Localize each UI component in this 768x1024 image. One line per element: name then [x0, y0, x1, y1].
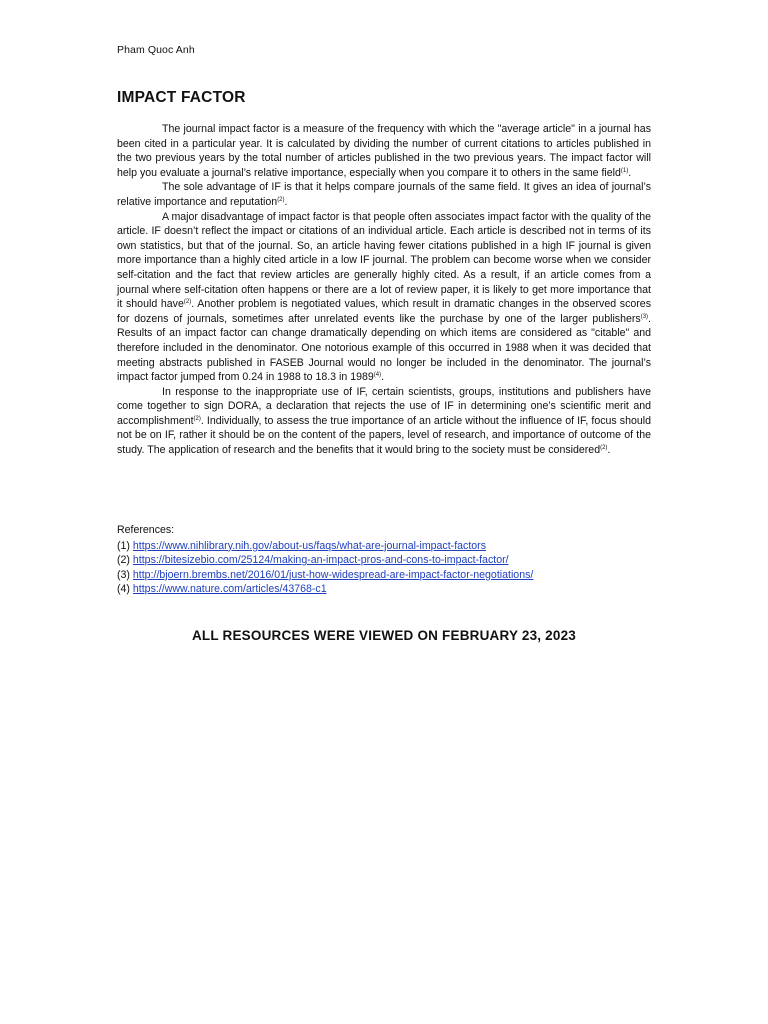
reference-number: (3): [117, 568, 130, 581]
page-title: IMPACT FACTOR: [117, 89, 246, 106]
paragraph-text: The sole advantage of IF is that it helps compare journals of the same field. It gives an idea of journal’s relative importance and reputation: [117, 181, 651, 208]
reference-item: [117, 568, 533, 583]
references-heading: References:: [117, 524, 175, 536]
reference-link[interactable]: http://bjoern.brembs.net/2016/01/just-how-widespread-are-impact-factor-negotiations/: [132, 568, 534, 581]
reference-link[interactable]: https://www.nature.com/articles/43768-c1: [132, 583, 327, 596]
paragraph-tail: .: [607, 444, 611, 457]
reference-item: [117, 539, 533, 554]
paragraph-advantage: [117, 180, 651, 209]
reference-number: (4): [117, 583, 130, 596]
viewed-date-notice: ALL RESOURCES WERE VIEWED ON FEBRUARY 23, 2023: [191, 628, 577, 643]
citation-marker: (4): [373, 372, 382, 379]
reference-link[interactable]: https://www.nihlibrary.nih.gov/about-us/faqs/what-are-journal-impact-factors: [132, 539, 486, 552]
references-section: [117, 523, 533, 597]
paragraph-text: The journal impact factor is a measure of the frequency with which the "average article" in a journal has been cited in a particular year. It is calculated by dividing the number of current citations to articles published in the two previous years by the total number of articles published in the two previous years. The impact factor will help you evaluate a journal’s relative importance, especially when you compare it to others in the same field: [117, 123, 651, 179]
citation-marker: (2): [183, 299, 192, 306]
reference-item: [117, 582, 533, 597]
reference-link[interactable]: https://bitesizebio.com/25124/making-an-impact-pros-and-cons-to-impact-factor/: [132, 554, 509, 567]
citation-marker: (2): [600, 445, 608, 452]
paragraph-tail: .: [628, 166, 632, 179]
citation-marker: (1): [620, 167, 629, 174]
paragraph-definition: [117, 122, 651, 180]
reference-item: [117, 553, 533, 568]
paragraph-tail: .: [284, 195, 288, 208]
author-name: Pham Quoc Anh: [117, 44, 195, 56]
body-text: [117, 122, 651, 458]
paragraph-text: A major disadvantage of impact factor is that people often associates impact factor with the quality of the article. IF doesn’t reflect the impact or citations of an individual article. Each article is described not in terms of its own statistics, but that of the journal. So, an article having fewer citations published in a high IF journal is given more importance than a highly cited article in a low IF journal. The problem can become worse when we consider self-citation and the fact that review articles are generally highly cited. As a result, if an article comes from a journal where self-citation often happens or there are a lot of review paper, it is likely to get more importance that it should have: [117, 210, 651, 311]
paragraph-text: . Another problem is negotiated values, which result in dramatic changes in the observed scores for dozens of journals, sometimes after unrelated events like the purchase by one of the larger publishers: [117, 298, 651, 325]
paragraph-text: In response to the inappropriate use of IF, certain scientists, groups, institutions and publishers have come together to sign DORA, a declaration that rejects the use of IF in determining one’s scientific merit and accomplishment: [117, 385, 651, 427]
citation-marker: (2): [277, 196, 285, 203]
paragraph-text: . Results of an impact factor can change dramatically depending on which items are considered as "citable" and therefore included in the denominator. One notorious example of this occurred in 1988 when it was decided that meeting abstracts published in FASEB Journal would no longer be included in the denominator. The journal’s impact factor jumped from 0.24 in 1988 to 18.3 in 1989: [117, 312, 651, 384]
paragraph-disadvantage: [117, 210, 651, 385]
reference-number: (1): [117, 539, 130, 552]
paragraph-response: [117, 385, 651, 458]
citation-marker: (2): [193, 415, 201, 422]
paragraph-text: . Individually, to assess the true importance of an article without the influence of IF, focus should not be on IF, rather it should be on the content of the papers, level of research, and importance of outcome of the study. The application of research and the benefits that it would bring to the society must be considered: [117, 414, 651, 457]
citation-marker: (3): [640, 313, 649, 320]
reference-number: (2): [117, 554, 130, 567]
paragraph-tail: .: [381, 371, 385, 384]
